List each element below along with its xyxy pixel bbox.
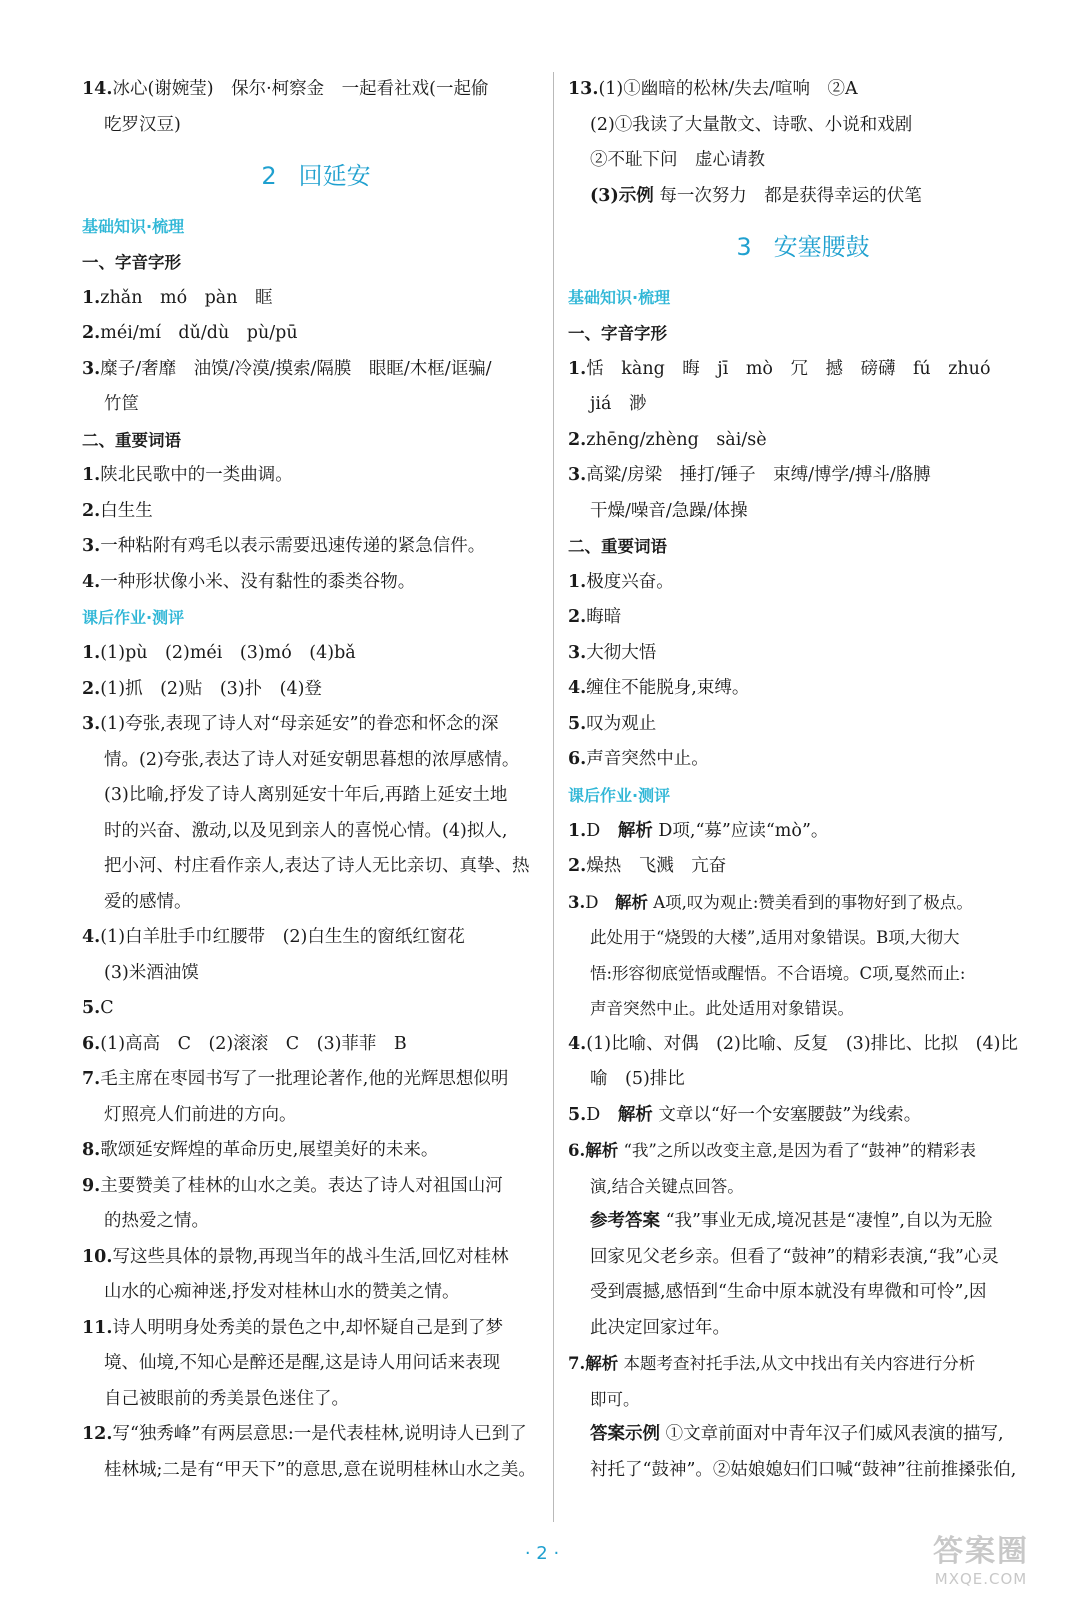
answer-text: ②不耻下问 虚心请教 [590,150,765,170]
lesson-title [82,143,550,209]
answer-text: (1)高高 C (2)滚滚 C (3)菲菲 B [100,1033,407,1054]
answer-text: 此决定回家过年。 [590,1317,730,1338]
answer-continuation [568,920,1038,956]
answer-item [82,1062,550,1098]
lesson-name: 安塞腰鼓 [773,233,870,261]
answer-item [82,991,550,1027]
answer-text: 缠住不能脱身,束缚。 [586,678,750,698]
item-number: 4. [568,678,587,698]
answer-item [568,600,1038,636]
answer-text: méi/mí dǔ/dù pù/pū [100,323,298,343]
answer-continuation [82,1204,550,1240]
answer-item [568,1027,1038,1063]
lesson-number: 2 [261,162,277,190]
section-label: 课后作业·测评 [568,785,671,805]
answer-continuation [82,387,550,423]
left-column [82,72,550,1488]
answer-item [82,281,550,317]
answer-continuation [82,1346,550,1382]
answer-text: 晦暗 [586,607,622,627]
item-number: 1. [568,571,587,592]
answer-continuation [568,1240,1038,1276]
answer-text: 冰心(谢婉莹) 保尔·柯察金 一起看社戏(一起偷 [112,79,489,99]
answer-text: 演,结合关键点回答。 [590,1176,744,1196]
answer-text: 诗人明明身处秀美的景色之中,却怀疑自己是到了梦 [112,1317,504,1338]
answer-text: 一种形状像小米、没有黏性的黍类谷物。 [100,571,416,592]
answer-item [568,814,1038,850]
answer-continuation [82,1098,550,1134]
answer-continuation [82,1275,550,1311]
answer-text: 干燥/噪音/急躁/体操 [590,500,748,521]
answer-text: 歌颂延安辉煌的革命历史,展望美好的未来。 [100,1140,439,1160]
answer-text: (1)白羊肚手巾红腰带 (2)白生生的窗纸红窗花 [100,927,465,947]
answer-text: 即可。 [590,1389,640,1409]
item-number: 11. [82,1317,113,1338]
answer-continuation [568,143,1038,179]
item-number: 1. [82,465,101,485]
answer-item [82,1240,550,1276]
answer-continuation [568,494,1038,530]
answer-text: zhēng/zhèng sài/sè [586,429,767,450]
analysis-text: 本题考查衬托手法,从文中找出有关内容进行分析 [618,1354,976,1373]
watermark-url: MXQE.COM [934,1570,1028,1588]
answer-item [568,742,1038,778]
subsection-heading: 二、重要词语 [82,430,181,450]
answer-continuation [568,1382,1038,1418]
item-number: 5. [568,713,587,734]
answer-text: 山水的心痴神迷,抒发对桂林山水的赞美之情。 [104,1282,460,1302]
answer-text: 恬 kàng 晦 jī mò 冗 撼 磅礴 fú zhuó [586,358,991,379]
subsection-heading: 二、重要词语 [568,537,667,556]
answer-continuation [568,1275,1038,1311]
item-number: 6. [568,1141,586,1160]
answer-text: 吃罗汉豆) [104,114,181,135]
answer-continuation [568,991,1038,1027]
answer-text: (2)①我读了大量散文、诗歌、小说和戏剧 [590,114,913,135]
analysis-text: A项,叹为观止:赞美看到的事物好到了极点。 [647,892,973,912]
answer-continuation [82,956,550,992]
answer-text: (1)比喻、对偶 (2)比喻、反复 (3)排比、比拟 (4)比 [586,1033,1018,1054]
answer-item [568,1133,1038,1169]
answer-text: “我”事业无成,境况甚是“凄惶”,自以为无脸 [660,1211,993,1231]
answer-text: 毛主席在枣园书写了一批理论著作,他的光辉思想似明 [100,1069,509,1089]
item-number: 10. [82,1246,113,1267]
item-number: 6. [82,1033,101,1054]
answer-text: 主要赞美了桂林的山水之美。表达了诗人对祖国山河 [100,1175,503,1196]
item-number: 3. [82,536,101,556]
item-number: 6. [568,749,587,769]
answer-item [568,636,1038,672]
item-number: 3. [568,465,587,485]
answer-label: 参考答案 [590,1211,660,1231]
page-number: · 2 · [524,1543,560,1564]
answer-continuation [568,1062,1038,1098]
item-number: 7. [568,1354,586,1373]
item-number: 1. [82,643,101,663]
answer-text: 的热爱之情。 [104,1211,209,1231]
item-number: 3. [568,642,587,663]
answer-continuation [568,1311,1038,1347]
answer-continuation [568,387,1038,423]
answer-text: D [586,1104,618,1125]
answer-label: (3)示例 [590,185,654,206]
item-number: 2. [82,323,101,343]
answer-text: (3)比喻,抒发了诗人离别延安十年后,再踏上延安土地 [104,785,508,805]
item-number: 4. [568,1033,587,1054]
answer-text: (1)①幽暗的松林/失去/喧响 ②A [598,79,858,99]
answer-text: 境、仙境,不知心是醉还是醒,这是诗人用问话来表现 [104,1353,501,1373]
answer-item [82,672,550,708]
answer-item [82,316,550,352]
answer-text: D [585,892,615,912]
answer-continuation [82,814,550,850]
item-number: 9. [82,1175,101,1196]
answer-text: 自己被眼前的秀美景色迷住了。 [104,1388,349,1409]
answer-continuation [568,108,1038,144]
answer-continuation [82,778,550,814]
answer-continuation [82,1382,550,1418]
answer-continuation [82,885,550,921]
answer-text: 此处用于“烧毁的大楼”,适用对象错误。B项,大彻大 [590,928,960,947]
answer-item [568,849,1038,885]
section-label: 课后作业·测评 [82,608,185,627]
answer-continuation [82,743,550,779]
lesson-title [568,214,1038,280]
answer-text: (1)抓 (2)贴 (3)扑 (4)登 [100,678,322,699]
answer-text: 情。(2)夸张,表达了诗人对延安朝思暮想的浓厚感情。 [104,749,520,770]
analysis-label: 解析 [585,1354,619,1373]
answer-continuation [568,1169,1038,1205]
answer-continuation [82,849,550,885]
answer-item [568,352,1038,388]
answer-continuation [82,1453,550,1489]
item-number: 7. [82,1069,101,1089]
answer-text: 糜子/奢靡 油馍/冷漠/摸索/隔膜 眼眶/木框/诓骗/ [100,358,492,379]
answer-text: 悟:形容彻底觉悟或醒悟。不合语境。C项,戛然而止: [590,963,966,983]
answer-text: 高粱/房梁 捶打/锤子 束缚/博学/搏斗/胳膊 [586,465,931,485]
analysis-label: 解析 [585,1141,619,1160]
answer-item [82,352,550,388]
watermark-text: 答案圈 [933,1534,1029,1569]
answer-text: 桂林城;二是有“甲天下”的意思,意在说明桂林山水之美。 [104,1459,536,1480]
answer-item [82,1169,550,1205]
item-number: 1. [568,358,587,379]
answer-continuation [82,108,550,144]
answer-item [82,1027,550,1063]
item-number: 8. [82,1140,101,1160]
answer-text: 写“独秀峰”有两层意思:一是代表桂林,说明诗人已到了 [112,1424,527,1444]
answer-item [82,458,550,494]
column-divider [553,72,554,1522]
answer-item [82,920,550,956]
analysis-label: 解析 [614,892,648,912]
item-number: 13. [568,79,599,99]
answer-continuation [568,1453,1038,1489]
answer-text: 大彻大悟 [586,642,657,663]
right-column [568,72,1038,1488]
answer-text: 极度兴奋。 [586,571,674,592]
answer-item [82,529,550,565]
answer-item [568,1346,1038,1382]
answer-item [568,565,1038,601]
item-number: 2. [82,678,101,699]
answer-text: jiá 渺 [590,394,647,414]
analysis-text: 文章以“好一个安塞腰鼓”为线索。 [652,1104,922,1125]
answer-text: 白生生 [100,500,153,521]
answer-text: 爱的感情。 [104,891,192,912]
analysis-label: 解析 [617,820,653,841]
answer-text: (1)夸张,表现了诗人对“母亲延安”的眷恋和怀念的深 [100,714,499,734]
item-number: 14. [82,79,113,99]
answer-text: 衬托了“鼓神”。②姑娘媳妇们口喊“鼓神”往前推搡张伯, [590,1459,1017,1480]
answer-text: 竹筐 [104,394,139,414]
answer-text: ①文章前面对中青年汉子们威风表演的描写, [660,1424,1004,1444]
item-number: 4. [82,571,101,592]
analysis-text: “我”之所以改变主意,是因为看了“鼓神”的精彩表 [618,1141,976,1160]
answer-text: 声音突然中止。此处适用对象错误。 [590,999,854,1018]
subsection-heading: 一、字音字形 [568,324,667,343]
answer-item [568,885,1038,921]
answer-item [568,423,1038,459]
item-number: 3. [82,714,101,734]
item-number: 2. [568,429,587,450]
answer-continuation [568,1204,1038,1240]
answer-text: 叹为观止 [586,713,657,734]
answer-text: 灯照亮人们前进的方向。 [104,1104,297,1125]
item-number: 1. [82,287,101,308]
answer-item [82,707,550,743]
answer-label: 答案示例 [590,1424,660,1444]
answer-text: 每一次努力 都是获得幸运的伏笔 [653,185,922,206]
answer-item [82,1133,550,1169]
answer-text: 受到震撼,感悟到“生命中原本就没有卑微和可怜”,因 [590,1282,987,1302]
item-number: 4. [82,927,101,947]
answer-text: zhǎn mó pàn 眶 [100,287,273,308]
item-number: 3. [82,358,101,379]
answer-item [82,636,550,672]
item-number: 1. [568,820,587,841]
item-number: 5. [82,998,101,1018]
answer-item [82,72,550,108]
answer-continuation [568,956,1038,992]
answer-text: 陕北民歌中的一类曲调。 [100,465,293,485]
item-number: 2. [82,500,101,521]
answer-text: 声音突然中止。 [586,749,709,769]
answer-text: C [100,998,114,1018]
answer-item [82,565,550,601]
answer-item [82,494,550,530]
analysis-label: 解析 [617,1104,653,1125]
answer-item [82,1417,550,1453]
answer-text: 写这些具体的景物,再现当年的战斗生活,回忆对桂林 [112,1246,509,1267]
answer-text: 把小河、村庄看作亲人,表达了诗人无比亲切、真挚、热 [104,856,530,876]
item-number: 3. [568,892,586,912]
analysis-text: D项,“募”应读“mò”。 [652,820,829,841]
answer-continuation [568,179,1038,215]
answer-text: 喻 (5)排比 [590,1069,685,1089]
lesson-name: 回延安 [298,162,371,190]
watermark-logo [896,1526,1066,1588]
answer-text: (1)pù (2)méi (3)mó (4)bǎ [100,643,356,663]
subsection-heading: 一、字音字形 [82,253,181,272]
lesson-number: 3 [736,233,752,261]
section-label: 基础知识·梳理 [82,217,185,236]
answer-text: 时的兴奋、激动,以及见到亲人的喜悦心情。(4)拟人, [104,820,508,841]
answer-item [568,1098,1038,1134]
answer-continuation [568,1417,1038,1453]
answer-item [568,707,1038,743]
answer-item [568,72,1038,108]
item-number: 12. [82,1424,113,1444]
answer-item [82,1311,550,1347]
item-number: 5. [568,1104,587,1125]
answer-item [568,671,1038,707]
answer-text: 燥热 飞溅 亢奋 [586,856,727,876]
answer-text: 回家见父老乡亲。但看了“鼓神”的精彩表演,“我”心灵 [590,1246,999,1267]
answer-item [568,458,1038,494]
item-number: 2. [568,856,587,876]
item-number: 2. [568,607,587,627]
section-label: 基础知识·梳理 [568,288,671,307]
answer-text: (3)米酒油馍 [104,962,199,983]
answer-text: D [586,820,618,841]
answer-text: 一种粘附有鸡毛以表示需要迅速传递的紧急信件。 [100,536,486,556]
